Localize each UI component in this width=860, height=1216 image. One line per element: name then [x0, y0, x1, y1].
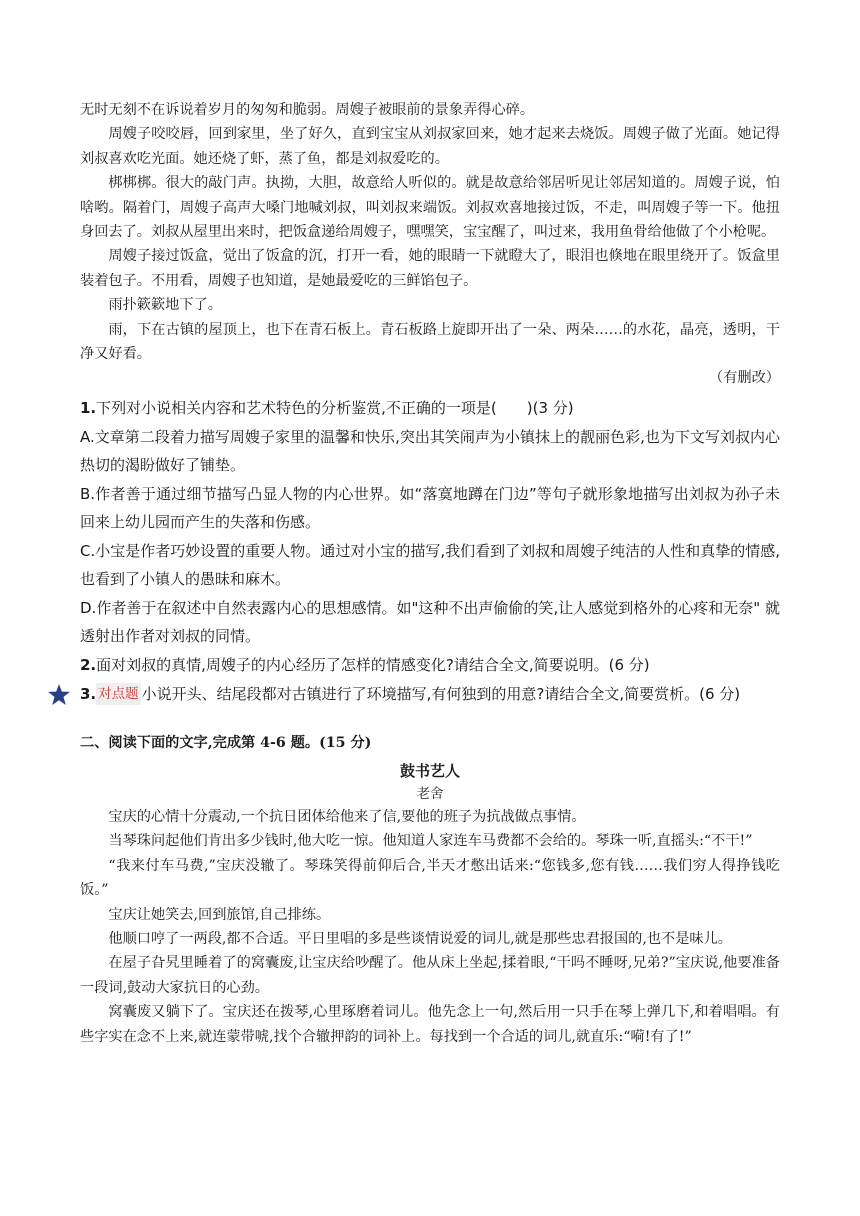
- passage-paragraph: 宝庆让她笑去,回到旅馆,自己排练。: [108, 906, 331, 923]
- star-icon: [47, 683, 71, 707]
- passage-paragraph: “我来付车马费,”宝庆没辙了。琴珠笑得前仰后合,半天才憋出话来:“您钱多,您有钱……我们穷人得挣钱吃饭。”: [80, 857, 780, 899]
- article-author: 老舍: [416, 785, 444, 802]
- question-number: 2.: [80, 655, 97, 674]
- passage-paragraph: 无时无刻不在诉说着岁月的匆匆和脆弱。周嫂子被眼前的景象弄得心碎。: [80, 102, 535, 118]
- passage-paragraph: 雨扑簌簌地下了。: [108, 297, 222, 314]
- question-stem: 下列对小说相关内容和艺术特色的分析鉴赏,不正确的一项是( )(3 分): [96, 399, 574, 418]
- passage-paragraph: 在屋子旮旯里睡着了的窝囊废,让宝庆给吵醒了。他从床上坐起,揉着眼,“干吗不睡呀,兄弟?”宝庆说,他要准备一段词,鼓动大家抗日的心劲。: [80, 955, 780, 996]
- option-d: D.作者善于在叙述中自然表露内心的思想感情。如"这种不出声偷偷的笑,让人感觉到格外的心疼和无奈" 就透射出作者对刘叔的同情。: [80, 598, 780, 646]
- passage-paragraph: 窝囊废又躺下了。宝庆还在拨琴,心里琢磨着词儿。他先念上一句,然后用一只手在琴上弹几下,和着唱唱。有些字实在念不上来,就连蒙带唬,找个合辙押韵的词补上。每找到一个合适的词儿,就直乐:“嗬!有了!”: [80, 1004, 780, 1045]
- option-a: A.文章第二段着力描写周嫂子家里的温馨和快乐,突出其笑闹声为小镇抹上的靓丽色彩,也为下文写刘叔内心热切的渴盼做好了铺垫。: [80, 427, 780, 475]
- question-stem: 面对刘叔的真情,周嫂子的内心经历了怎样的情感变化?请结合全文,简要说明。(6 分): [96, 655, 650, 674]
- passage-paragraph: 宝庆的心情十分震动,一个抗日团体给他来了信,要他的班子为抗战做点事情。: [108, 808, 586, 825]
- question-2: [80, 651, 780, 680]
- source-note: （有删改）: [709, 370, 780, 387]
- passage-paragraph: 梆梆梆。很大的敲门声。执拗，大胆，故意给人听似的。就是故意给邻居听见让邻居知道的。周嫂子说，怕啥哟。隔着门，周嫂子高声大嗓门地喊刘叔，叫刘叔来端饭。刘叔欢喜地接过饭，不走，叫周嫂子等一下。他扭身回去了。刘叔从屋里出来时，把饭盒递给周嫂子，嘿嘿笑，宝宝醒了，叫过来，我用鱼骨给他做了个小枪呢。: [80, 175, 780, 241]
- section-heading: 二、阅读下面的文字,完成第 4-6 题。(15 分): [80, 734, 372, 751]
- question-1: [80, 394, 780, 423]
- article-title: 鼓书艺人: [399, 761, 460, 780]
- passage-paragraph: 他顺口哼了一两段,都不合适。平日里唱的多是些谈情说爱的词儿,就是那些忠君报国的,也不是味儿。: [108, 931, 732, 947]
- question-stem: 小说开头、结尾段都对古镇进行了环境描写,有何独到的用意?请结合全文,简要赏析。(6 分): [141, 685, 741, 704]
- option-c: C.小宝是作者巧妙设置的重要人物。通过对小宝的描写,我们看到了刘叔和周嫂子纯洁的人性和真挚的情感,也看到了小镇人的愚昧和麻木。: [80, 541, 780, 589]
- focus-tag: 对点题: [96, 683, 141, 705]
- passage-paragraph: 周嫂子咬咬唇，回到家里，坐了好久，直到宝宝从刘叔家回来，她才起来去烧饭。周嫂子做了光面。她记得刘叔喜欢吃光面。她还烧了虾，蒸了鱼，都是刘叔爱吃的。: [80, 126, 780, 167]
- question-3: [80, 680, 780, 709]
- question-number: 3.: [80, 685, 97, 704]
- star-shape: [48, 684, 70, 705]
- document-page: [80, 98, 780, 1049]
- passage-paragraph: 当琴珠问起他们肯出多少钱时,他大吃一惊。他知道人家连车马费都不会给的。琴珠一听,直摇头:“不干!”: [108, 833, 753, 850]
- passage-paragraph: 周嫂子接过饭盒，觉出了饭盒的沉，打开一看，她的眼睛一下就瞪大了，眼泪也倏地在眼里绕开了。饭盒里装着包子。不用看，周嫂子也知道，是她最爱吃的三鲜馅包子。: [80, 248, 780, 289]
- option-b: B.作者善于通过细节描写凸显人物的内心世界。如“落寞地蹲在门边”等句子就形象地描写出刘叔为孙子未回来上幼儿园而产生的失落和伤感。: [80, 484, 780, 532]
- question-number: 1.: [80, 399, 97, 418]
- passage-paragraph: 雨，下在古镇的屋顶上，也下在青石板上。青石板路上旋即开出了一朵、两朵……的水花，晶亮，透明，干净又好看。: [80, 321, 780, 363]
